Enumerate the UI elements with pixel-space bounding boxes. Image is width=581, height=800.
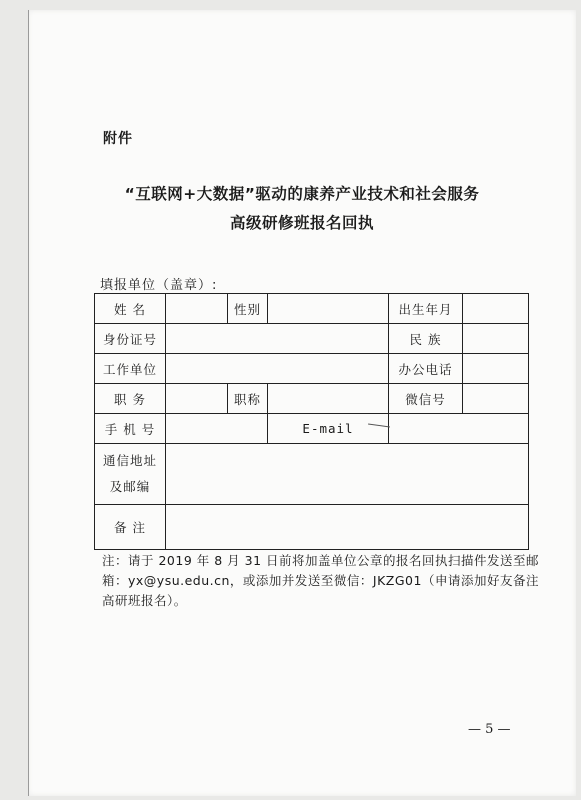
work-unit-label: 工作单位 bbox=[95, 354, 166, 384]
page-number: — 5 — bbox=[468, 722, 511, 737]
birth-field[interactable] bbox=[463, 294, 529, 324]
mobile-field[interactable] bbox=[166, 414, 268, 444]
attachment-label: 附件 bbox=[103, 131, 133, 147]
ethnicity-field[interactable] bbox=[463, 324, 529, 354]
submission-note: 注：请于 2019 年 8 月 31 日前将加盖单位公章的报名回执扫描件发送至邮箱：yx@ysu.edu.cn，或添加并发送至微信：JKZG01（申请添加好友备注高研班报名）。 bbox=[102, 553, 540, 608]
document-title-line2: 高级研修班报名回执 bbox=[229, 214, 374, 232]
document-page bbox=[28, 10, 576, 796]
id-field[interactable] bbox=[166, 324, 389, 354]
title-field[interactable] bbox=[268, 384, 389, 414]
page-edge bbox=[28, 10, 29, 796]
remarks-field[interactable] bbox=[166, 505, 529, 550]
mobile-label: 手 机 号 bbox=[95, 414, 166, 444]
birth-label: 出生年月 bbox=[389, 294, 463, 324]
email-label: E-mail bbox=[268, 414, 389, 444]
gender-label: 性别 bbox=[228, 294, 268, 324]
position-label: 职 务 bbox=[95, 384, 166, 414]
registration-form-table bbox=[94, 293, 529, 550]
form-row-id bbox=[95, 324, 529, 354]
address-label-line2: 及邮编 bbox=[109, 479, 151, 494]
position-field[interactable] bbox=[166, 384, 228, 414]
remarks-label: 备 注 bbox=[95, 505, 166, 550]
wechat-field[interactable] bbox=[463, 384, 529, 414]
office-phone-label: 办公电话 bbox=[389, 354, 463, 384]
form-row-address bbox=[95, 444, 529, 505]
address-label-line1: 通信地址 bbox=[102, 453, 157, 468]
form-row-position bbox=[95, 384, 529, 414]
form-row-work bbox=[95, 354, 529, 384]
work-unit-field[interactable] bbox=[166, 354, 389, 384]
wechat-label: 微信号 bbox=[389, 384, 463, 414]
name-field[interactable] bbox=[166, 294, 228, 324]
address-label bbox=[95, 444, 166, 505]
form-row-mobile bbox=[95, 414, 529, 444]
ethnicity-label: 民 族 bbox=[389, 324, 463, 354]
office-phone-field[interactable] bbox=[463, 354, 529, 384]
document-title-line1: “互联网+大数据”驱动的康养产业技术和社会服务 bbox=[124, 185, 480, 203]
title-label: 职称 bbox=[228, 384, 268, 414]
gender-field[interactable] bbox=[268, 294, 389, 324]
unit-label: 填报单位（盖章）: bbox=[100, 278, 218, 293]
form-row-name bbox=[95, 294, 529, 324]
form-row-remarks bbox=[95, 505, 529, 550]
name-label: 姓 名 bbox=[95, 294, 166, 324]
id-label: 身份证号 bbox=[95, 324, 166, 354]
address-field[interactable] bbox=[166, 444, 529, 505]
email-field[interactable] bbox=[389, 414, 529, 444]
